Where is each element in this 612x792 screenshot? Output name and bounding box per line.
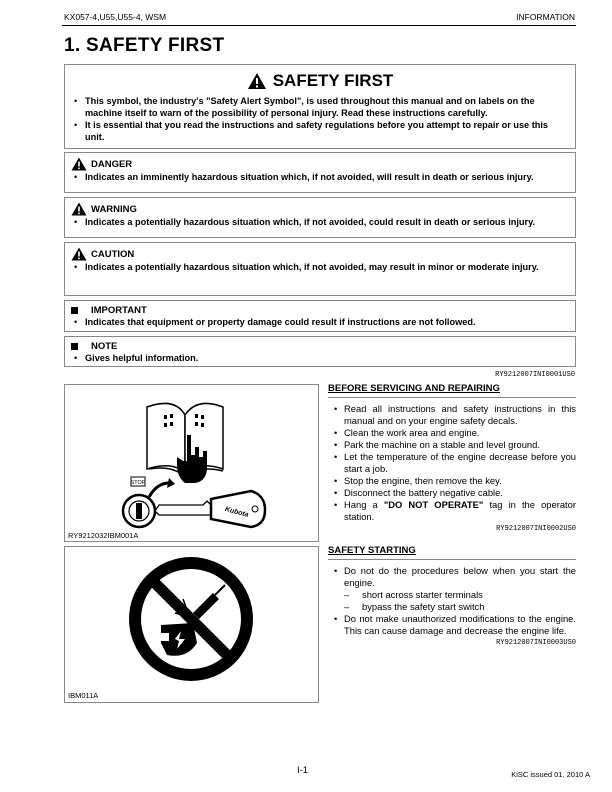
note-label: NOTE: [91, 341, 118, 352]
important-label: IMPORTANT: [91, 305, 147, 316]
starting-section: [328, 545, 576, 647]
list-item: • Let the temperature of the engine decrease before you start a job.: [328, 451, 576, 475]
key-brand-text: Kubota: [224, 505, 250, 519]
tag-prefix: Hang a: [344, 499, 384, 510]
section-title: BEFORE SERVICING AND REPAIRING: [328, 383, 500, 394]
danger-alert-icon: [71, 157, 87, 171]
important-text: • Indicates that equipment or property damage could result if instructions are not followed.: [71, 316, 569, 328]
caution-alert-icon: [71, 247, 87, 261]
reference-code: RY9212007INI0002US0: [496, 525, 576, 533]
danger-label: DANGER: [91, 158, 133, 170]
list-item: • Do not make unauthorized modifications to the engine. This can cause damage and decrease the engine life.: [328, 613, 576, 637]
safety-bullet-2: • It is essential that you read the instructions and safety regulations before you attempt to repair or use this unit.: [71, 119, 569, 143]
warning-alert-icon: [71, 202, 87, 216]
note-text: • Gives helpful information.: [71, 352, 569, 364]
list-item: • Clean the work area and engine.: [328, 427, 576, 439]
warning-label: WARNING: [91, 203, 137, 215]
caution-label: CAUTION: [91, 248, 135, 260]
tag-suffix: tag in the operator station.: [344, 499, 576, 522]
warning-box: [64, 197, 576, 238]
figure-caption: IBM011A: [68, 691, 99, 700]
list-item: • Stop the engine, then remove the key.: [328, 475, 576, 487]
servicing-section: [328, 383, 576, 533]
issue-label: KiSC issued 01, 2010 A: [511, 770, 590, 779]
no-short-circuit-illustration: [65, 547, 318, 702]
page-title: 1. SAFETY FIRST: [64, 35, 225, 56]
safety-bullet-1: • This symbol, the industry's "Safety Alert Symbol", is used throughout this manual and on labels on the machine itself to warn of the possibility of personal injury. Read these instructions carefully.: [71, 95, 569, 119]
important-box: [64, 300, 576, 332]
caution-text: • Indicates a potentially hazardous situation which, if not avoided, may result in minor or moderate injury.: [71, 261, 569, 273]
warning-text: • Indicates a potentially hazardous situation which, if not avoided, could result in death or serious injury.: [71, 216, 569, 228]
square-bullet-icon: [71, 343, 78, 350]
caution-box: [64, 242, 576, 296]
sub-list-item: – short across starter terminals: [328, 589, 576, 601]
header-rule: [62, 25, 576, 26]
tag-bold: "DO NOT OPERATE": [383, 499, 484, 510]
section-title: SAFETY STARTING: [328, 545, 416, 556]
stop-label: STOP: [130, 480, 146, 486]
reference-code: RY9212007INI0001US0: [495, 371, 575, 379]
safety-alert-icon: [247, 72, 267, 90]
sub-list-item: – bypass the safety start switch: [328, 601, 576, 613]
note-box: [64, 336, 576, 367]
header-left: KX057-4,U55,U55-4, WSM: [64, 12, 167, 22]
figure-servicing: [64, 384, 319, 542]
page-number: I-1: [297, 765, 309, 776]
square-bullet-icon: [71, 307, 78, 314]
list-item: • Park the machine on a stable and level ground.: [328, 439, 576, 451]
list-item-tag: [328, 499, 576, 523]
figure-caption: RY9212032IBM001A: [68, 531, 139, 540]
header-right: INFORMATION: [516, 12, 575, 22]
danger-text: • Indicates an imminently hazardous situation which, if not avoided, will result in death or serious injury.: [71, 171, 569, 183]
reference-code: RY9212007INI0003US0: [496, 639, 576, 647]
list-item: • Do not do the procedures below when you start the engine.: [328, 565, 576, 589]
safety-first-box: [64, 64, 576, 149]
safety-box-title: SAFETY FIRST: [272, 71, 394, 90]
list-item: • Read all instructions and safety instructions in this manual and on your engine safety decals.: [328, 403, 576, 427]
list-item: • Disconnect the battery negative cable.: [328, 487, 576, 499]
figure-starting: [64, 546, 319, 703]
danger-box: [64, 152, 576, 193]
manual-and-key-illustration: [65, 385, 318, 541]
